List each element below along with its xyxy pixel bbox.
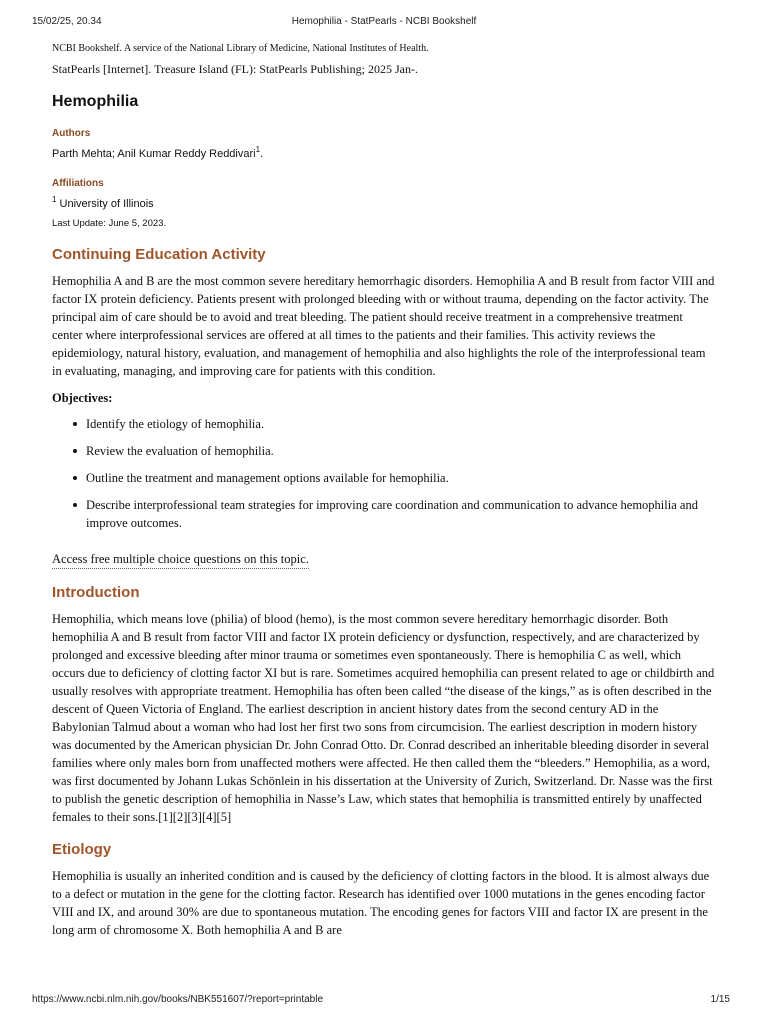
introduction-references[interactable]: [1][2][3][4][5] <box>158 810 232 824</box>
etiology-paragraph: Hemophilia is usually an inherited condition and is caused by the deficiency of clotting factors in the blood. It is almost always due to a defect or mutation in the gene for the clotting factor. Research has identified over 1000 mutations in the genes encoding factor VIII and IX, and around 30% are due to spontaneous mutation. The encoding genes for factors VIII and factor IX are present in the long arm of chromosome X. Both hemophilia A and B are <box>52 869 710 937</box>
last-update: Last Update: June 5, 2023. <box>52 218 167 229</box>
print-footer <box>32 994 736 1008</box>
citation: StatPearls [Internet]. Treasure Island (FL): StatPearls Publishing; 2025 Jan-. <box>52 62 418 76</box>
objective-item: Review the evaluation of hemophilia. <box>86 442 716 460</box>
introduction-paragraph <box>52 610 716 826</box>
article <box>52 42 716 939</box>
authors-suffix: . <box>260 148 264 160</box>
affiliation-marker: 1 <box>52 195 57 204</box>
page-title: Hemophilia <box>52 93 139 110</box>
authors-label: Authors <box>52 128 91 139</box>
authors-list <box>52 146 716 162</box>
objective-item: Identify the etiology of hemophilia. <box>86 415 716 433</box>
objectives-list <box>52 415 716 532</box>
cea-paragraph: Hemophilia A and B are the most common severe hereditary hemorrhagic disorders. Hemophilia A and B result from factor VIII and factor IX protein deficiency. Patients present with prolonged bleeding with or without trauma, depending on the factor activity. The principal aim of care should be to avoid and treat bleeding. The patient should receive treatment in a comprehensive treatment center where interprofessional services are offered at all times to the patients and their families. This activity reviews the epidemiology, natural history, evaluation, and management of hemophilia and also highlights the role of the interprofessional team in evaluating, managing, and improving care for patients with this condition. <box>52 274 715 378</box>
print-header <box>32 16 736 30</box>
print-url: https://www.ncbi.nlm.nih.gov/books/NBK551607/?report=printable <box>32 994 324 1005</box>
print-page-title: Hemophilia - StatPearls - NCBI Bookshelf <box>291 16 477 27</box>
section-heading-etiology: Etiology <box>52 841 112 858</box>
bookshelf-note: NCBI Bookshelf. A service of the National Library of Medicine, National Institutes of Health. <box>52 43 429 54</box>
author-affiliation-marker: 1 <box>255 145 261 154</box>
objective-item: Describe interprofessional team strategies for improving care coordination and communication to advance hemophilia and improve outcomes. <box>86 496 716 532</box>
objective-item: Outline the treatment and management options available for hemophilia. <box>86 469 716 487</box>
affiliations-label: Affiliations <box>52 178 104 189</box>
introduction-text: Hemophilia, which means love (philia) of blood (hemo), is the most common severe hereditary hemorrhagic disorder. Both hemophilia A and B result from factor VIII and factor IX protein deficiency or dysfunction, respectively, and are characterized by prolonged and excessive bleeding after minor trauma or sometimes even spontaneously. There is hemophilia C as well, which occurs due to deficiency of clotting factor XI but is rare. Sometimes acquired hemophilia can present related to age or childbirth and usually resolves with appropriate treatment. Hemophilia has often been called “the disease of the kings,” as is often described in the descent of Queen Victoria of England. The earliest description in ancient history dates from the second century AD in the Babylonian Talmud about a woman who had lost her first two sons from circumcision. The earliest description in modern history was documented by the American physician Dr. John Conrad Otto. Dr. Conrad described an inheritable bleeding disorder in several families where only males born from unaffected mothers were affected. He then called them the “bleeders.” Hemophilia, as a word, was first documented by Johann Lukas Schönlein in his dissertation at the University of Zurich, Switzerland. Dr. Nasse was the first to publish the genetic description of hemophilia in Nasse’s Law, which states that hemophilia is transmitted entirely by unaffected females to their sons. <box>52 612 715 824</box>
author-names[interactable]: Parth Mehta; Anil Kumar Reddy Reddivari <box>52 148 256 160</box>
affiliation-item <box>52 196 716 212</box>
section-heading-introduction: Introduction <box>52 584 140 601</box>
objectives-title: Objectives: <box>52 391 113 405</box>
affiliation-name: University of Illinois <box>56 198 154 210</box>
print-datetime: 15/02/25, 20.34 <box>32 16 102 27</box>
section-heading-cea: Continuing Education Activity <box>52 246 266 263</box>
page-number: 1/15 <box>710 994 730 1005</box>
mcq-access-link[interactable]: Access free multiple choice questions on this topic. <box>52 550 309 569</box>
